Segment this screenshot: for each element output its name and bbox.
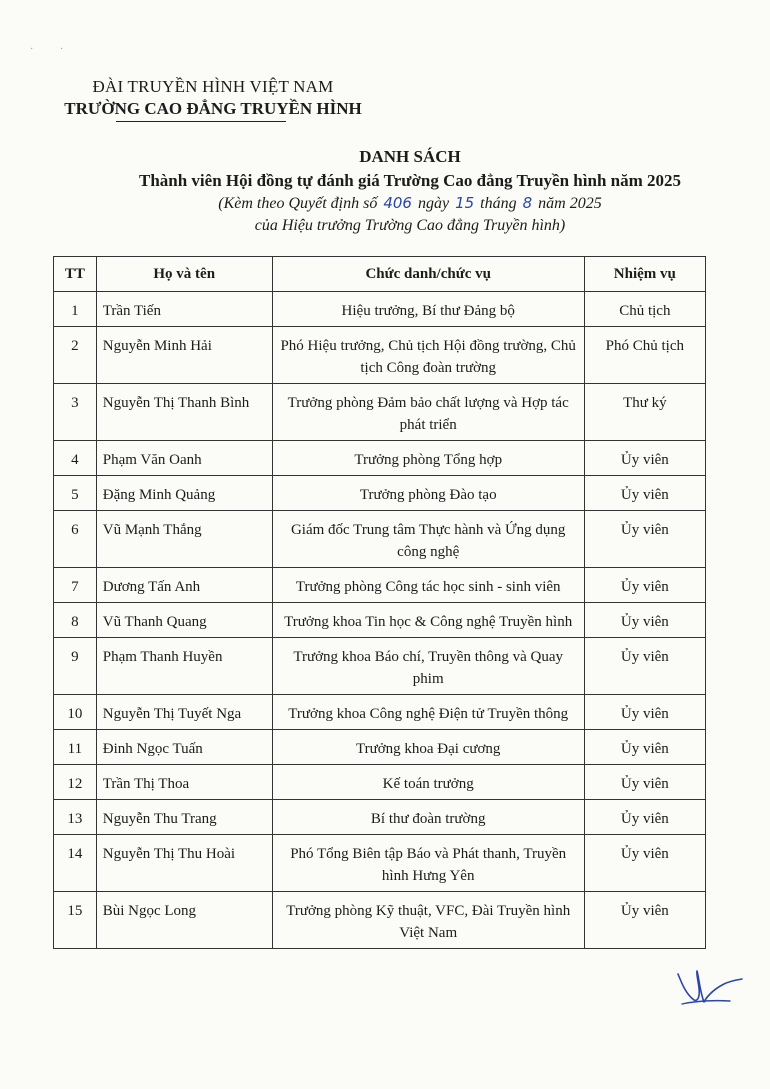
members-table [53,256,706,949]
table-row [54,603,706,638]
decision-year: năm 2025 [538,195,602,212]
row-name: Trần Tiến [96,292,272,327]
table-row [54,511,706,568]
row-role: Trưởng phòng Đảm bảo chất lượng và Hợp tác phát triển [272,384,584,441]
header-role: Chức danh/chức vụ [272,257,584,292]
row-role: Kế toán trưởng [272,765,584,800]
row-name: Vũ Thanh Quang [96,603,272,638]
row-tt: 9 [54,638,97,695]
row-tt: 6 [54,511,97,568]
table-row [54,327,706,384]
decision-day-handwritten: 15 [455,194,475,212]
row-task: Ủy viên [584,511,705,568]
row-task: Ủy viên [584,730,705,765]
row-task: Ủy viên [584,695,705,730]
row-name: Nguyễn Thị Thu Hoài [96,835,272,892]
row-name: Phạm Thanh Huyền [96,638,272,695]
decision-reference [50,192,770,215]
table-row [54,835,706,892]
row-name: Nguyễn Minh Hải [96,327,272,384]
table-row [54,730,706,765]
row-name: Đinh Ngọc Tuấn [96,730,272,765]
table-row [54,800,706,835]
row-task: Ủy viên [584,441,705,476]
row-tt: 8 [54,603,97,638]
row-tt: 11 [54,730,97,765]
header-task: Nhiệm vụ [584,257,705,292]
row-tt: 3 [54,384,97,441]
row-tt: 7 [54,568,97,603]
row-role: Trưởng phòng Tổng hợp [272,441,584,476]
table-row [54,384,706,441]
row-role: Trưởng khoa Tin học & Công nghệ Truyền hình [272,603,584,638]
row-role: Trưởng phòng Kỹ thuật, VFC, Đài Truyền hình Việt Nam [272,892,584,949]
decision-day-label: ngày [417,195,450,212]
document-subtitle: Thành viên Hội đồng tự đánh giá Trường Cao đẳng Truyền hình năm 2025 [138,171,682,190]
row-role: Trưởng khoa Báo chí, Truyền thông và Quay phim [272,638,584,695]
row-role: Phó Tổng Biên tập Báo và Phát thanh, Truyền hình Hưng Yên [272,835,584,892]
row-task: Ủy viên [584,603,705,638]
issuer-block [54,76,372,120]
issuer-name: TRƯỜNG CAO ĐẲNG TRUYỀN HÌNH [64,99,362,118]
row-name: Đặng Minh Quảng [96,476,272,511]
row-task: Ủy viên [584,638,705,695]
header-name: Họ và tên [96,257,272,292]
row-tt: 12 [54,765,97,800]
table-row [54,568,706,603]
table-row [54,892,706,949]
row-tt: 13 [54,800,97,835]
row-tt: 5 [54,476,97,511]
row-tt: 14 [54,835,97,892]
row-role: Bí thư đoàn trường [272,800,584,835]
decision-prefix: (Kèm theo Quyết định số [218,195,378,212]
row-tt: 15 [54,892,97,949]
row-task: Ủy viên [584,800,705,835]
row-name: Phạm Văn Oanh [96,441,272,476]
row-task: Ủy viên [584,476,705,511]
row-role: Phó Hiệu trưởng, Chủ tịch Hội đồng trường, Chủ tịch Công đoàn trường [272,327,584,384]
row-role: Hiệu trưởng, Bí thư Đảng bộ [272,292,584,327]
row-role: Trưởng khoa Đại cương [272,730,584,765]
row-name: Vũ Mạnh Thắng [96,511,272,568]
row-task: Ủy viên [584,892,705,949]
row-task: Phó Chủ tịch [584,327,705,384]
table-row [54,441,706,476]
decision-issuer: của Hiệu trưởng Trường Cao đẳng Truyền hình) [254,217,566,234]
table-row [54,476,706,511]
row-name: Trần Thị Thoa [96,765,272,800]
row-task: Chủ tịch [584,292,705,327]
row-task: Thư ký [584,384,705,441]
row-task: Ủy viên [584,568,705,603]
row-role: Trưởng phòng Đào tạo [272,476,584,511]
row-name: Nguyễn Thị Tuyết Nga [96,695,272,730]
row-tt: 10 [54,695,97,730]
table-row [54,292,706,327]
issuer-parent: ĐÀI TRUYỀN HÌNH VIỆT NAM [92,77,334,96]
row-role: Giám đốc Trung tâm Thực hành và Ứng dụng công nghệ [272,511,584,568]
table-row [54,638,706,695]
row-tt: 4 [54,441,97,476]
row-role: Trưởng phòng Công tác học sinh - sinh viên [272,568,584,603]
decision-number-handwritten: 406 [383,194,412,212]
table-header-row [54,257,706,292]
decision-month-handwritten: 8 [522,194,533,212]
table-row [54,695,706,730]
row-task: Ủy viên [584,765,705,800]
document-title: DANH SÁCH [359,147,461,166]
table-row [54,765,706,800]
row-name: Nguyễn Thu Trang [96,800,272,835]
header-tt: TT [54,257,97,292]
initials-signature [672,968,744,1008]
row-task: Ủy viên [584,835,705,892]
row-name: Nguyễn Thị Thanh Bình [96,384,272,441]
row-tt: 2 [54,327,97,384]
issuer-underline [116,121,286,122]
row-name: Dương Tấn Anh [96,568,272,603]
row-role: Trưởng khoa Công nghệ Điện tử Truyền thông [272,695,584,730]
row-tt: 1 [54,292,97,327]
decision-month-label: tháng [480,195,517,212]
document-title-block [0,146,770,237]
row-name: Bùi Ngọc Long [96,892,272,949]
scan-speck: · [30,44,34,55]
scan-speck: · [60,44,64,55]
